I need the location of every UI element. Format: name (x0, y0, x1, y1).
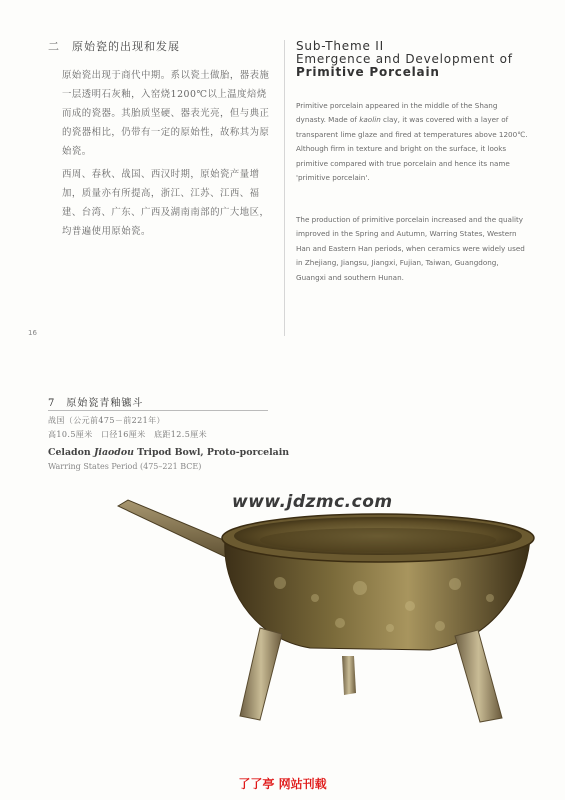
caption-title-en-prefix: Celadon (48, 447, 94, 458)
watermark-url: www.jdzmc.com (232, 492, 393, 512)
section-heading-en (296, 40, 536, 79)
heading-line-subtheme: Sub-Theme II (296, 39, 384, 53)
en-p1-part-b: clay, it was covered with a layer of transparent lime glaze and fired at temperatures above 1200℃. Although firm in texture and bright on the surface, it looks primitive compared with true porcelain and hence its name 'primitive porcelain'. (296, 115, 528, 183)
body-paragraph-en-1 (296, 99, 528, 185)
page-number: 16 (28, 329, 37, 337)
body-paragraph-cn-1: 原始瓷出现于商代中期。系以瓷土做胎，器表施一层透明石灰釉，入窑烧1200℃以上温度焙烧而成的瓷器。其胎质坚硬、器表光亮，但与典正的瓷器相比，仍带有一定的原始性，故称其为原始瓷。 (62, 70, 270, 157)
caption-title-en-suffix: Tripod Bowl, Proto-porcelain (133, 447, 290, 458)
caption-dimensions-cn: 高10.5厘米 口径16厘米 底距12.5厘米 (48, 430, 208, 439)
caption-rule (48, 410, 268, 411)
caption-title-en-italic: Jiaodou (93, 447, 134, 458)
caption-title-en (48, 447, 289, 458)
caption-title-cn: 7 原始瓷青釉镳斗 (48, 398, 144, 409)
caption-period-en: Warring States Period (475–221 BCE) (48, 462, 202, 471)
kaolin-term: kaolin (359, 115, 381, 125)
column-divider (284, 40, 285, 336)
en-p1-part-a: Primitive porcelain appeared in the middle of the Shang dynasty. Made of (296, 101, 498, 125)
body-paragraph-cn-2: 西周、春秋、战国、西汉时期，原始瓷产量增加，质量亦有所提高，浙江、江苏、江西、福建、台湾、广东、广西及湖南南部的广大地区，均普遍使用原始瓷。 (62, 169, 270, 237)
heading-line-3: Primitive Porcelain (296, 65, 440, 79)
site-banner: 了了亭 网站刊载 (238, 777, 327, 791)
tripod-bowl-image (110, 488, 550, 733)
heading-line-2: Emergence and Development of (296, 52, 513, 66)
caption-period-cn: 战国（公元前475－前221年） (48, 416, 165, 425)
body-paragraph-en-2: The production of primitive porcelain increased and the quality improved in the Spring and Autumn, Warring States, Western Han and Eastern Han periods, when ceramics were widely used in Zhejiang, Jiangsu, Jiangxi, Fujian, Taiwan, Guangdong, Guangxi and southern Hunan. (296, 215, 525, 282)
section-heading-cn: 二 原始瓷的出现和发展 (48, 40, 180, 53)
